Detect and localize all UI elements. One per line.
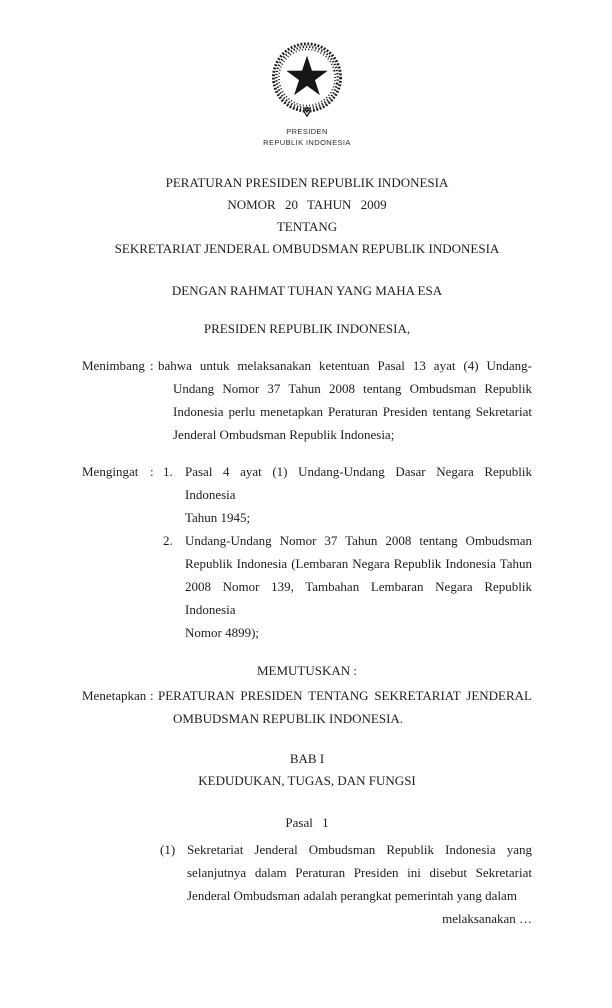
menimbang-colon: :: [150, 358, 154, 373]
text-line: OMBUDSMAN REPUBLIK INDONESIA.: [173, 711, 404, 726]
title-subject: SEKRETARIAT JENDERAL OMBUDSMAN REPUBLIK INDONESIA: [114, 241, 500, 256]
mengingat-item-2-text: [185, 529, 532, 644]
clause-number: (1): [160, 842, 176, 857]
text-line: Undang Nomor 37 Tahun 2008 tentang Ombudsman Republik: [173, 381, 532, 396]
emblem-caption-republik: REPUBLIK INDONESIA: [263, 138, 351, 147]
regulation-title: [82, 172, 532, 260]
presidential-emblem: [262, 38, 352, 148]
text-line: 2008 Nomor 139, Tambahan Lembaran Negara Republik Indonesia: [185, 579, 532, 617]
text-line: selanjutnya dalam Peraturan Presiden ini disebut Sekretariat: [187, 865, 532, 880]
text-line: PERATURAN PRESIDEN TENTANG SEKRETARIAT JENDERAL: [158, 688, 532, 703]
chapter-heading: BAB I: [289, 751, 325, 766]
catchword: melaksanakan …: [442, 911, 532, 926]
memutuskan-heading: MEMUTUSKAN :: [256, 663, 358, 678]
text-line: bahwa untuk melaksanakan ketentuan Pasal 13 ayat (4) Undang-: [158, 358, 532, 373]
pasal1-clause-1: [160, 838, 532, 907]
text-line: Indonesia perlu menetapkan Peraturan Presiden tentang Sekretariat: [173, 404, 532, 419]
title-tentang: TENTANG: [276, 219, 338, 234]
mengingat-item-1: [158, 460, 532, 529]
authority-line: PRESIDEN REPUBLIK INDONESIA,: [203, 321, 411, 336]
title-line-1: PERATURAN PRESIDEN REPUBLIK INDONESIA: [165, 175, 449, 190]
mengingat-item-2-number: 2.: [163, 533, 173, 548]
text-line: Republik Indonesia (Lembaran Negara Republik Indonesia Tahun: [185, 556, 532, 571]
text-line: Pasal 4 ayat (1) Undang-Undang Dasar Negara Republik Indonesia: [185, 464, 532, 502]
invocation-line: DENGAN RAHMAT TUHAN YANG MAHA ESA: [171, 283, 443, 298]
text-line: Jenderal Ombudsman Republik Indonesia;: [173, 427, 395, 442]
emblem-caption-presiden: PRESIDEN: [286, 127, 328, 136]
mengingat-item-2: [158, 529, 532, 644]
text-line: Nomor 4899);: [185, 625, 260, 640]
text-line: Jenderal Ombudsman adalah perangkat pemerintah yang dalam: [187, 888, 517, 903]
text-line: Sekretariat Jenderal Ombudsman Republik Indonesia yang: [187, 842, 532, 857]
text-line: Undang-Undang Nomor 37 Tahun 2008 tentang Ombudsman: [185, 533, 532, 548]
clause-text: [187, 838, 532, 907]
menetapkan-colon: :: [150, 688, 154, 703]
menetapkan-text: [158, 684, 532, 730]
title-number-line: NOMOR 20 TAHUN 2009: [227, 197, 387, 212]
menimbang-label: Menimbang: [82, 358, 145, 373]
star-wreath-icon: [265, 38, 349, 122]
mengingat-item-1-text: [185, 460, 532, 529]
chapter-title: KEDUDUKAN, TUGAS, DAN FUNGSI: [198, 773, 416, 788]
article-heading: Pasal 1: [285, 815, 329, 830]
mengingat-item-1-number: 1.: [163, 464, 173, 479]
menimbang-section: [82, 354, 532, 446]
text-line: Tahun 1945;: [185, 510, 251, 525]
mengingat-label: Mengingat: [82, 464, 139, 479]
mengingat-colon: :: [150, 464, 154, 479]
menimbang-text: [158, 354, 532, 446]
menetapkan-section: [82, 684, 532, 730]
menetapkan-label: Menetapkan: [82, 688, 147, 703]
mengingat-section: [82, 460, 532, 644]
